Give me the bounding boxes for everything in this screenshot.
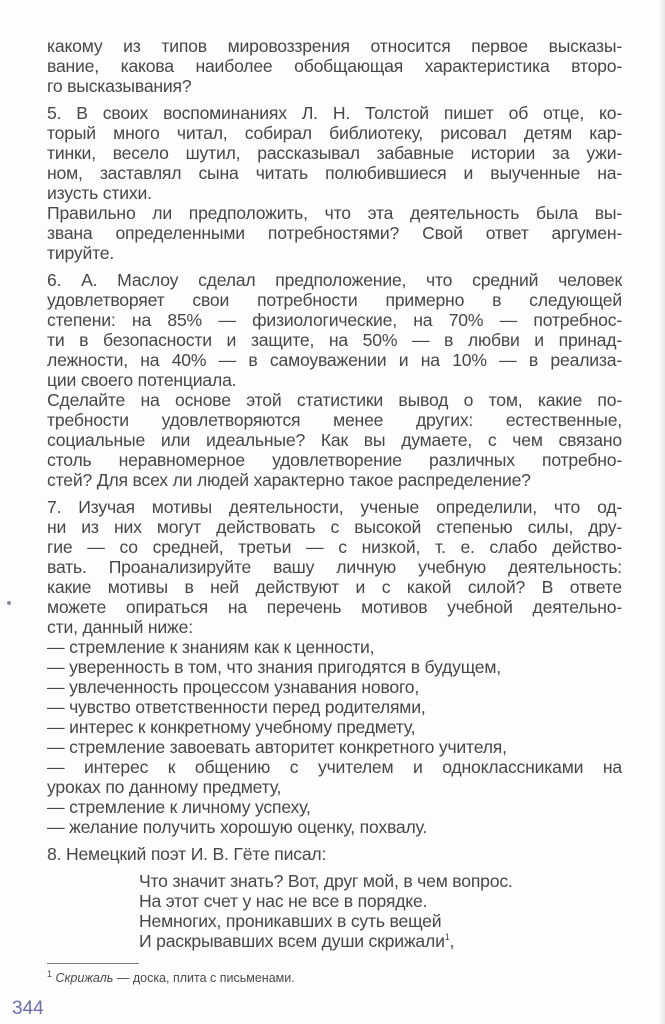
page-number: 344 xyxy=(12,998,44,1019)
footnote-text: — доска, плита с письменами. xyxy=(113,971,295,985)
footnote-mark: 1 xyxy=(47,968,53,979)
footnote-rule xyxy=(47,963,139,964)
text-line: — интерес к общению с учителем и одноклассниками на xyxy=(47,757,622,777)
text-line: — стремление к знаниям как к ценности, xyxy=(47,637,375,657)
text-line: удовлетворяет свои потребности примерно в следующей xyxy=(47,290,622,310)
text-line: звана определенными потребностями? Свой ответ аргумен- xyxy=(47,223,622,243)
text-line: торый много читал, собирал библиотеку, рисовал детям кар- xyxy=(47,123,622,143)
text-block xyxy=(47,637,622,657)
page-edge-shadow xyxy=(659,0,665,1024)
text-line: 6. А. Маслоу сделал предположение, что средний человек xyxy=(47,270,622,290)
text-line: изусть стихи. xyxy=(47,183,152,203)
text-line: какому из типов мировоззрения относится первое высказы- xyxy=(47,36,622,56)
verse-line xyxy=(139,891,622,911)
exercise-list xyxy=(47,36,622,864)
text-line: уроках по данному предмету, xyxy=(47,777,282,797)
verse-text: Немногих, проникавших в суть вещей xyxy=(139,911,442,931)
text-block xyxy=(47,657,622,677)
text-line: 7. Изучая мотивы деятельности, ученые определили, что од- xyxy=(47,497,622,517)
text-line: — стремление завоевать авторитет конкретного учителя, xyxy=(47,737,507,757)
text-line: вать. Проанализируйте вашу личную учебную деятельность: xyxy=(47,557,622,577)
text-line: — уверенность в том, что знания пригодятся в будущем, xyxy=(47,657,501,677)
text-block xyxy=(47,757,622,797)
exercise-paragraph xyxy=(47,270,622,490)
page-body xyxy=(47,0,622,986)
text-block xyxy=(47,797,622,817)
text-block xyxy=(47,103,622,203)
verse-line xyxy=(139,871,622,891)
text-line: социальные или идеальные? Как вы думаете, с чем связано xyxy=(47,430,622,450)
text-block xyxy=(47,203,622,263)
text-block xyxy=(47,36,622,96)
text-block xyxy=(47,390,622,490)
verse-text: И раскрывавших всем души скрижали xyxy=(139,931,445,951)
text-block xyxy=(47,817,622,837)
text-block xyxy=(47,737,622,757)
exercise-paragraph xyxy=(47,844,622,864)
verse-text: На этот счет у нас не все в порядке. xyxy=(139,891,428,911)
text-line: требности удовлетворяются менее других: естественные, xyxy=(47,410,622,430)
exercise-paragraph xyxy=(47,36,622,96)
text-block xyxy=(47,717,622,737)
text-line: Сделайте на основе этой статистики вывод о том, какие по- xyxy=(47,390,622,410)
text-block xyxy=(47,697,622,717)
verse-punctuation: , xyxy=(449,931,455,951)
text-block xyxy=(47,677,622,697)
text-line: Правильно ли предположить, что эта деятельность была вы- xyxy=(47,203,622,223)
text-line: го высказывания? xyxy=(47,76,192,96)
verse-footnote-mark: 1 xyxy=(444,932,450,943)
footnote-term: Скрижаль xyxy=(55,971,114,985)
exercise-paragraph xyxy=(47,103,622,263)
text-line: ции своего потенциала. xyxy=(47,370,237,390)
text-line: тируйте. xyxy=(47,243,115,263)
text-line: вание, какова наиболее обобщающая характеристика второ- xyxy=(47,56,622,76)
text-line: 5. В своих воспоминаниях Л. Н. Толстой пишет об отце, ко- xyxy=(47,103,622,123)
margin-dot xyxy=(7,601,11,605)
text-line: стей? Для всех ли людей характерно такое распределение? xyxy=(47,470,531,490)
text-line: ти в безопасности и защите, на 50% — в любви и принад- xyxy=(47,330,622,350)
text-line: ни из них могут действовать с высокой степенью силы, дру- xyxy=(47,517,622,537)
text-line: — желание получить хорошую оценку, похвалу. xyxy=(47,817,428,837)
text-line: лежности, на 40% — в самоуважении и на 10% — в реализа- xyxy=(47,350,622,370)
text-line: тинки, весело шутил, рассказывал забавные истории за ужи- xyxy=(47,143,622,163)
footnote xyxy=(47,970,622,986)
text-line: ном, заставлял сына читать полюбившиеся и выученные на- xyxy=(47,163,622,183)
text-line: — стремление к личному успеху, xyxy=(47,797,311,817)
text-line: какие мотивы в ней действуют и с какой силой? В ответе xyxy=(47,577,622,597)
goethe-verse xyxy=(139,871,622,951)
text-line: 8. Немецкий поэт И. В. Гёте писал: xyxy=(47,844,327,864)
text-line: можете опираться на перечень мотивов учебной деятельно- xyxy=(47,597,622,617)
text-line: — интерес к конкретному учебному предмету, xyxy=(47,717,416,737)
verse-line xyxy=(139,911,622,931)
text-block xyxy=(47,844,622,864)
text-block xyxy=(47,497,622,637)
exercise-paragraph xyxy=(47,497,622,837)
text-line: — чувство ответственности перед родителями, xyxy=(47,697,426,717)
text-line: столь неравномерное удовлетворение различных потребно- xyxy=(47,450,622,470)
text-line: — увлеченность процессом узнавания нового, xyxy=(47,677,420,697)
text-line: сти, данный ниже: xyxy=(47,617,193,637)
verse-text: Что значит знать? Вот, друг мой, в чем вопрос. xyxy=(139,871,513,891)
verse-line xyxy=(139,931,622,951)
text-line: степени: на 85% — физиологические, на 70% — потребнос- xyxy=(47,310,622,330)
text-line: гие — со средней, третьи — с низкой, т. е. слабо действо- xyxy=(47,537,622,557)
text-block xyxy=(47,270,622,390)
